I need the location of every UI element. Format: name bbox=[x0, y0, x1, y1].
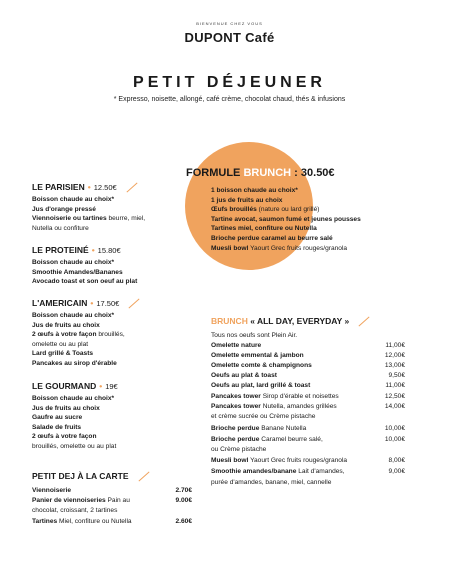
accent-slash bbox=[138, 472, 149, 482]
brunch-row: et crème sucrée ou Crème pistache bbox=[211, 413, 316, 420]
menu-price: 12.50€ bbox=[93, 183, 117, 192]
carte-item-price: 2.70€ bbox=[175, 487, 192, 494]
formule-line: Muesli bowl Yaourt Grec fruits rouges/granola bbox=[211, 244, 348, 252]
brunch-row: Oeufs au plat & toast 9,50€ bbox=[211, 372, 405, 379]
brunch-row: Omelette emmental & jambon 12,00€ bbox=[211, 352, 405, 359]
menu-line: Boisson chaude au choix* bbox=[32, 259, 115, 266]
carte-row bbox=[32, 507, 192, 514]
bullet-dot: • bbox=[99, 381, 103, 391]
menu-line: Boisson chaude au choix* bbox=[32, 196, 115, 203]
accent-slash bbox=[129, 299, 140, 309]
menu-line: Jus d'orange pressé bbox=[32, 205, 96, 213]
brunch-note: Tous nos oeufs sont Plein Air. bbox=[211, 332, 298, 339]
carte-title bbox=[32, 471, 151, 481]
carte-title-text: PETIT DEJ À LA CARTE bbox=[32, 471, 129, 481]
menu-line: 2 œufs à votre façon brouillés, bbox=[32, 331, 125, 339]
formule-line: 1 boisson chaude au choix* bbox=[211, 187, 298, 194]
menu-line: Salade de fruits bbox=[32, 423, 82, 431]
menu-line: Viennoiserie ou tartines beurre, miel, bbox=[32, 215, 146, 223]
formule-items bbox=[211, 186, 361, 253]
carte-row bbox=[32, 487, 192, 494]
brunch-title bbox=[211, 316, 371, 326]
menu-line: Boisson chaude au choix* bbox=[32, 312, 115, 319]
brunch-row: Pancakes tower Sirop d'érable et noisettes 12,50€ bbox=[211, 393, 405, 400]
brunch-row: Oeufs au plat, lard grillé & toast 11,00€ bbox=[211, 382, 405, 389]
menu-price: 19€ bbox=[105, 382, 118, 391]
menu-line: Gaufre au sucre bbox=[32, 414, 83, 422]
brunch-row: purée d'amandes, banane, miel, cannelle bbox=[211, 479, 332, 486]
brunch-title-text: « ALL DAY, EVERYDAY » bbox=[247, 316, 350, 326]
bullet-dot: • bbox=[91, 245, 95, 255]
carte-item-price: 9.00€ bbox=[175, 497, 192, 504]
hot-drinks-note: * Expresso, noisette, allongé, café crème, chocolat chaud, thés & infusions bbox=[113, 96, 346, 103]
menu-line: Jus de fruits au choix bbox=[32, 404, 100, 412]
menu-americain-title bbox=[32, 298, 141, 308]
menu-line: Nutella ou confiture bbox=[32, 224, 89, 232]
brunch-row: ou Crème pistache bbox=[211, 446, 267, 453]
menu-name: LE PARISIEN bbox=[32, 182, 85, 192]
menu-line: Boisson chaude au choix* bbox=[32, 395, 115, 402]
page-title: PETIT DÉJEUNER bbox=[133, 74, 326, 91]
menu-gourmand-title bbox=[32, 381, 118, 391]
brand-name: DUPONT Café bbox=[184, 30, 275, 45]
bullet-dot: • bbox=[87, 182, 91, 192]
formule-title-part: FORMULE bbox=[186, 167, 244, 179]
menu-line: 2 œufs à votre façon bbox=[32, 433, 97, 441]
carte-item-desc: Miel, confiture ou Nutella bbox=[57, 518, 132, 525]
formule-line: Tartine avocat, saumon fumé et jeunes pousses bbox=[211, 215, 361, 223]
menu-price: 17.50€ bbox=[96, 299, 120, 308]
bullet-dot: • bbox=[90, 298, 94, 308]
welcome-tagline: BIENVENUE CHEZ VOUS bbox=[196, 21, 263, 26]
brunch-row: Omelette nature 11,00€ bbox=[211, 342, 405, 349]
formule-title-price: : 30.50€ bbox=[291, 167, 335, 179]
menu-line: Lard grillé & Toasts bbox=[32, 350, 94, 358]
menu-proteine-title bbox=[32, 245, 121, 255]
menu-price: 15.80€ bbox=[97, 246, 121, 255]
brunch-row: Brioche perdue Banane Nutella 10,00€ bbox=[211, 425, 405, 432]
formule-title-accent: BRUNCH bbox=[243, 167, 292, 179]
carte-item-price: 2.60€ bbox=[175, 518, 192, 525]
formule-line: Brioche perdue caramel au beurre salé bbox=[211, 234, 333, 242]
menu-line: Jus de fruits au choix bbox=[32, 321, 100, 329]
accent-slash bbox=[359, 317, 370, 327]
carte-item-desc: chocolat, croissant, 2 tartines bbox=[32, 507, 118, 514]
carte-item-name: Tartines bbox=[32, 518, 58, 525]
menu-name: LE PROTEINÉ bbox=[32, 245, 89, 255]
menu-parisien-title bbox=[32, 182, 139, 192]
carte-item-name: Viennoiserie bbox=[32, 487, 72, 494]
menu-parisien-items bbox=[32, 195, 145, 233]
carte-row bbox=[32, 497, 192, 504]
formule-line: Œufs brouillés (nature ou lard grillé) bbox=[211, 206, 320, 214]
brunch-title-accent: BRUNCH bbox=[211, 316, 248, 326]
carte-row bbox=[32, 518, 192, 525]
menu-line: Smoothie Amandes/Bananes bbox=[32, 268, 123, 276]
brunch-row: Omelette comte & champignons 13,00€ bbox=[211, 362, 405, 369]
menu-proteine-items bbox=[32, 258, 137, 287]
menu-line: omelette ou au plat bbox=[32, 340, 89, 348]
formule-line: 1 jus de fruits au choix bbox=[211, 196, 283, 204]
brunch-row: Pancakes tower Nutella, amandes grillées 14,00€ bbox=[211, 403, 405, 410]
menu-name: LE GOURMAND bbox=[32, 381, 97, 391]
accent-slash bbox=[126, 183, 137, 193]
menu-line: Avocado toast et son oeuf au plat bbox=[32, 278, 138, 286]
menu-americain-items bbox=[32, 311, 125, 369]
brunch-row: Smoothie amandes/banane Lait d'amandes, 9,00€ bbox=[211, 468, 405, 475]
brunch-row: Brioche perdue Caramel beurre salé, 10,00€ bbox=[211, 436, 405, 443]
carte-item-desc: Pain au bbox=[105, 497, 130, 504]
menu-line: Pancakes au sirop d'érable bbox=[32, 359, 117, 367]
formule-line: Tartines miel, confiture ou Nutella bbox=[211, 225, 317, 233]
menu-line: brouillés, omelette ou au plat bbox=[32, 442, 117, 450]
brunch-row: Muesli bowl Yaourt Grec fruits rouges/granola 8,00€ bbox=[211, 457, 405, 464]
menu-name: L'AMERICAIN bbox=[32, 298, 88, 308]
formule-title bbox=[186, 167, 335, 179]
carte-item-name: Panier de viennoiseries bbox=[32, 497, 106, 504]
menu-gourmand-items bbox=[32, 394, 116, 452]
